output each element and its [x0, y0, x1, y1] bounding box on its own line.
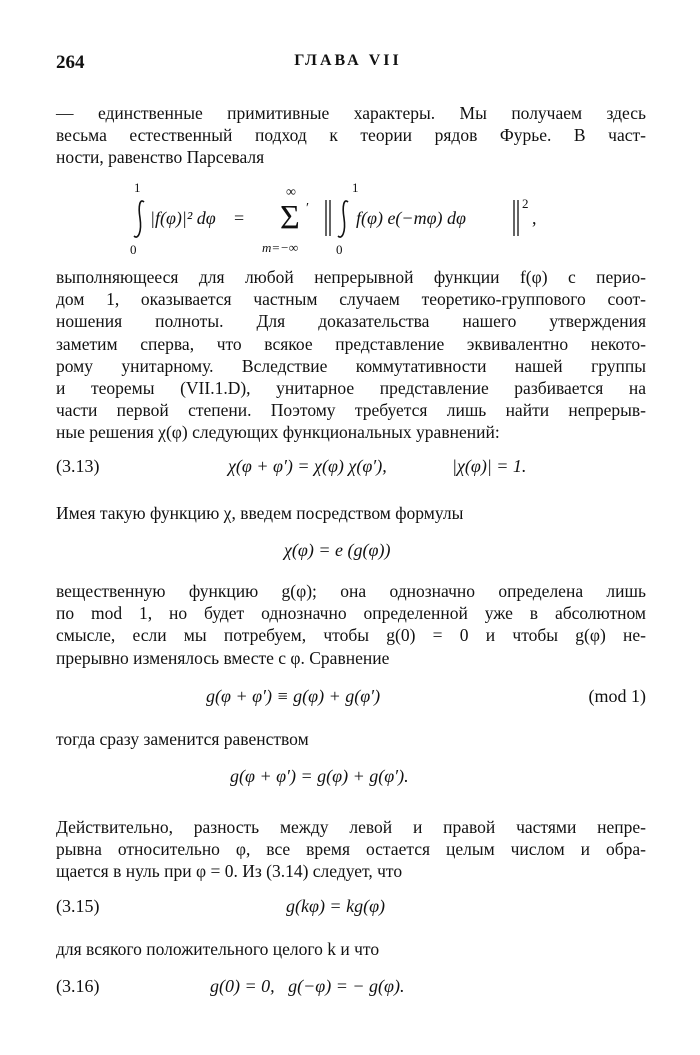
text-line: ные решения χ(φ) следующих функциональных уравнений: — [56, 422, 500, 443]
equation-3-13 — [56, 456, 646, 482]
text-line: выполняющееся для любой непрерывной функции f(φ) с перио- — [56, 267, 646, 287]
integral-sign-icon — [134, 201, 144, 237]
text-line: ношения полноты. Для доказательства нашего утверждения — [56, 311, 646, 332]
equation-chi — [56, 540, 646, 566]
parseval-lhs: |f(φ)|² dφ — [150, 208, 216, 228]
text-line: прерывно изменялось вместе с φ. Сравнение — [56, 647, 390, 668]
sum-lower-limit: m=−∞ — [262, 240, 299, 255]
text-line: рому унитарному. Вследствие коммутативности нашей группы — [56, 355, 646, 376]
equation-formula: g(φ + φ′) ≡ g(φ) + g(φ′) — [206, 686, 381, 706]
paragraph-proof — [56, 816, 646, 883]
equation-formula: g(0) = 0, g(−φ) = − g(φ). — [210, 976, 405, 996]
parseval-equation — [130, 178, 590, 258]
text-line: и теоремы (VII.1.D), унитарное представление разбивается на — [56, 378, 646, 399]
text-line: тогда сразу заменится равенством — [56, 729, 309, 749]
equation-modulus: (mod 1) — [588, 686, 646, 706]
integral-sign-icon — [338, 201, 348, 237]
integral-upper-limit: 1 — [134, 180, 141, 195]
paragraph-g — [56, 580, 646, 669]
equation-congruence — [56, 686, 646, 712]
page-header — [56, 52, 640, 82]
square-exponent: 2 — [522, 196, 529, 211]
sum-prime: ′ — [306, 201, 310, 216]
rhs-integral-lower-limit: 0 — [336, 242, 343, 257]
paragraph-k — [56, 938, 646, 960]
equation-formula: χ(φ + φ′) = χ(φ) χ(φ′), — [228, 456, 387, 476]
paragraph-replace — [56, 728, 646, 750]
equation-formula-modulus: |χ(φ)| = 1. — [452, 456, 527, 476]
text-line: вещественную функцию g(φ); она однозначно определена лишь — [56, 581, 646, 601]
equation-3-14 — [56, 766, 646, 792]
comma: , — [532, 208, 537, 228]
text-line: весьма естественный подход к теории рядов Фурье. В част- — [56, 125, 646, 146]
text-line: дом 1, оказывается частным случаем теоретико-группового соот- — [56, 289, 646, 310]
text-line: смысле, если мы потребуем, чтобы g(0) = 0 и чтобы g(φ) не- — [56, 625, 646, 646]
text-line: — единственные примитивные характеры. Мы получаем здесь — [56, 103, 646, 123]
paragraph-chi — [56, 502, 646, 524]
text-line: ности, равенство Парсеваля — [56, 147, 265, 168]
sum-sign-icon: Σ — [280, 199, 300, 236]
text-line: части первой степени. Поэтому требуется лишь найти непрерыв- — [56, 400, 646, 421]
equation-formula: g(kφ) = kg(φ) — [286, 896, 386, 916]
equals-sign: = — [234, 208, 245, 228]
equation-formula: χ(φ) = e (g(φ)) — [284, 540, 391, 560]
text-line: для всякого положительного целого k и что — [56, 939, 380, 959]
equation-3-16 — [56, 976, 646, 1002]
text-line: рывна относительно φ, все время остается целым числом и обра- — [56, 839, 646, 860]
chapter-title: ГЛАВА VII — [294, 52, 402, 69]
paragraph-intro — [56, 102, 646, 169]
equation-number: (3.13) — [56, 456, 100, 476]
sum-upper-limit: ∞ — [286, 185, 296, 200]
equation-number: (3.16) — [56, 976, 100, 996]
text-line: Имея такую функцию χ, введем посредством формулы — [56, 503, 464, 523]
text-line: по mod 1, но будет однозначно определенной уже в абсолютном — [56, 603, 646, 624]
page-number: 264 — [56, 52, 85, 73]
equation-number: (3.15) — [56, 896, 100, 916]
parseval-rhs: f(φ) e(−mφ) dφ — [356, 208, 466, 228]
text-line: заметим сперва, что всякое представление эквивалентно некото- — [56, 333, 646, 354]
equation-formula: g(φ + φ′) = g(φ) + g(φ′). — [230, 766, 409, 786]
paragraph-main — [56, 266, 646, 444]
rhs-integral-upper-limit: 1 — [352, 180, 359, 195]
integral-lower-limit: 0 — [130, 242, 137, 257]
equation-3-15 — [56, 896, 646, 922]
text-line: Действительно, разность между левой и правой частями непре- — [56, 817, 646, 837]
text-line: щается в нуль при φ = 0. Из (3.14) следует, что — [56, 861, 403, 882]
